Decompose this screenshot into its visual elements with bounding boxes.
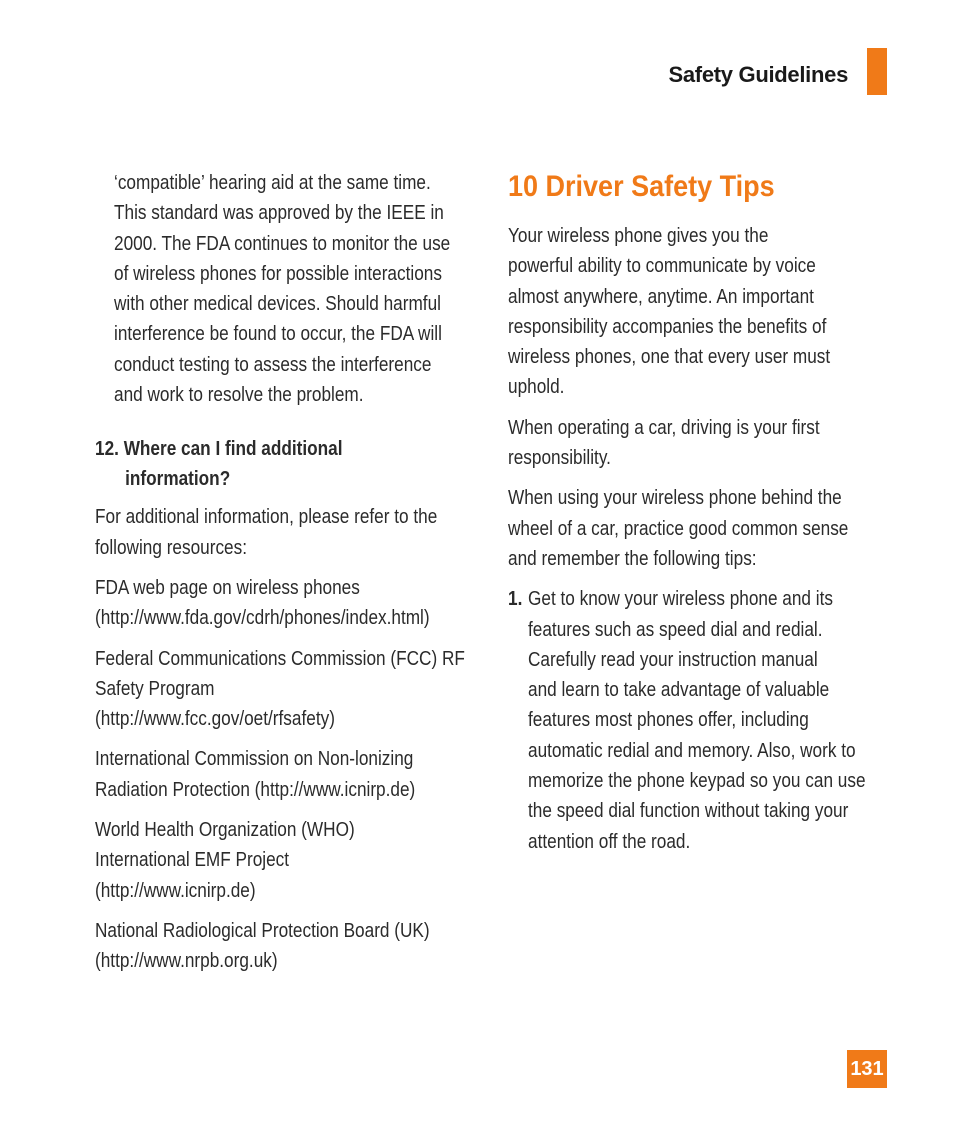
text-line: features most phones offer, including	[528, 709, 809, 732]
text-line: FDA web page on wireless phones	[95, 576, 360, 599]
text-line: automatic redial and memory. Also, work to	[528, 739, 856, 762]
text-line: wireless phones, one that every user must	[508, 346, 831, 369]
question-line: 12. Where can I find additional	[95, 438, 343, 461]
text-line: of wireless phones for possible interactions	[114, 262, 442, 285]
text-line: and remember the following tips:	[508, 547, 757, 570]
text-line: When operating a car, driving is your first	[508, 416, 820, 439]
text-line: powerful ability to communicate by voice	[508, 255, 816, 278]
section-heading: 10 Driver Safety Tips	[508, 170, 775, 203]
text-line: following resources:	[95, 536, 248, 559]
text-line: responsibility.	[508, 447, 611, 470]
resource-link[interactable]: (http://www.icnirp.de)	[95, 879, 256, 902]
resource-fda	[95, 573, 485, 634]
driving-paragraph	[508, 413, 898, 474]
page-number: 131	[847, 1050, 887, 1088]
text-line: uphold.	[508, 376, 565, 399]
text-line: and work to resolve the problem.	[114, 384, 364, 407]
text-line: almost anywhere, anytime. An important	[508, 285, 814, 308]
resource-link[interactable]: (http://www.fda.gov/cdrh/phones/index.html)	[95, 607, 430, 630]
text-line: This standard was approved by the IEEE in	[114, 202, 444, 225]
resource-fcc	[95, 644, 485, 735]
resource-icnirp	[95, 744, 485, 805]
text-line: conduct testing to assess the interference	[114, 353, 432, 376]
text-line: For additional information, please refer to the	[95, 506, 438, 529]
tip-item	[508, 584, 898, 857]
text-line: ‘compatible’ hearing aid at the same time.	[114, 172, 431, 194]
continuation-paragraph	[95, 168, 485, 410]
left-column	[95, 168, 485, 987]
tip-number: 1.	[508, 588, 523, 611]
text-line: International Commission on Non-lonizing	[95, 748, 414, 771]
text-line: National Radiological Protection Board (UK)	[95, 919, 430, 942]
text-line: International EMF Project	[95, 849, 290, 872]
intro-paragraph	[95, 502, 485, 563]
text-line: wheel of a car, practice good common sense	[508, 517, 849, 540]
text-line: Get to know your wireless phone and its	[528, 588, 833, 611]
question-heading	[95, 434, 485, 494]
text-line: and learn to take advantage of valuable	[528, 679, 830, 702]
text-line: memorize the phone keypad so you can use	[528, 770, 866, 793]
text-line: When using your wireless phone behind the	[508, 487, 842, 510]
right-column	[508, 165, 898, 867]
text-line: Safety Program	[95, 677, 215, 700]
resource-link[interactable]: (http://www.fcc.gov/oet/rfsafety)	[95, 708, 335, 731]
text-line: Carefully read your instruction manual	[528, 648, 818, 671]
tips-intro-paragraph	[508, 483, 898, 574]
intro-paragraph	[508, 221, 898, 403]
section-header: Safety Guidelines	[668, 62, 848, 87]
question-line: information?	[125, 468, 231, 491]
text-line: World Health Organization (WHO)	[95, 819, 355, 842]
resource-link[interactable]: (http://www.nrpb.org.uk)	[95, 950, 278, 973]
text-line: interference be found to occur, the FDA will	[114, 323, 442, 346]
section-tab-marker	[867, 48, 887, 95]
text-line: with other medical devices. Should harmful	[114, 293, 441, 316]
resource-link[interactable]: Radiation Protection (http://www.icnirp.de)	[95, 778, 416, 801]
text-line: features such as speed dial and redial.	[528, 618, 823, 641]
text-line: attention off the road.	[528, 830, 691, 853]
text-line: Federal Communications Commission (FCC) RF	[95, 647, 465, 670]
text-line: responsibility accompanies the benefits of	[508, 315, 827, 338]
text-line: Your wireless phone gives you the	[508, 225, 769, 247]
resource-who	[95, 815, 485, 906]
text-line: 2000. The FDA continues to monitor the use	[114, 232, 451, 255]
text-line: the speed dial function without taking your	[528, 800, 849, 823]
resource-nrpb	[95, 916, 485, 977]
